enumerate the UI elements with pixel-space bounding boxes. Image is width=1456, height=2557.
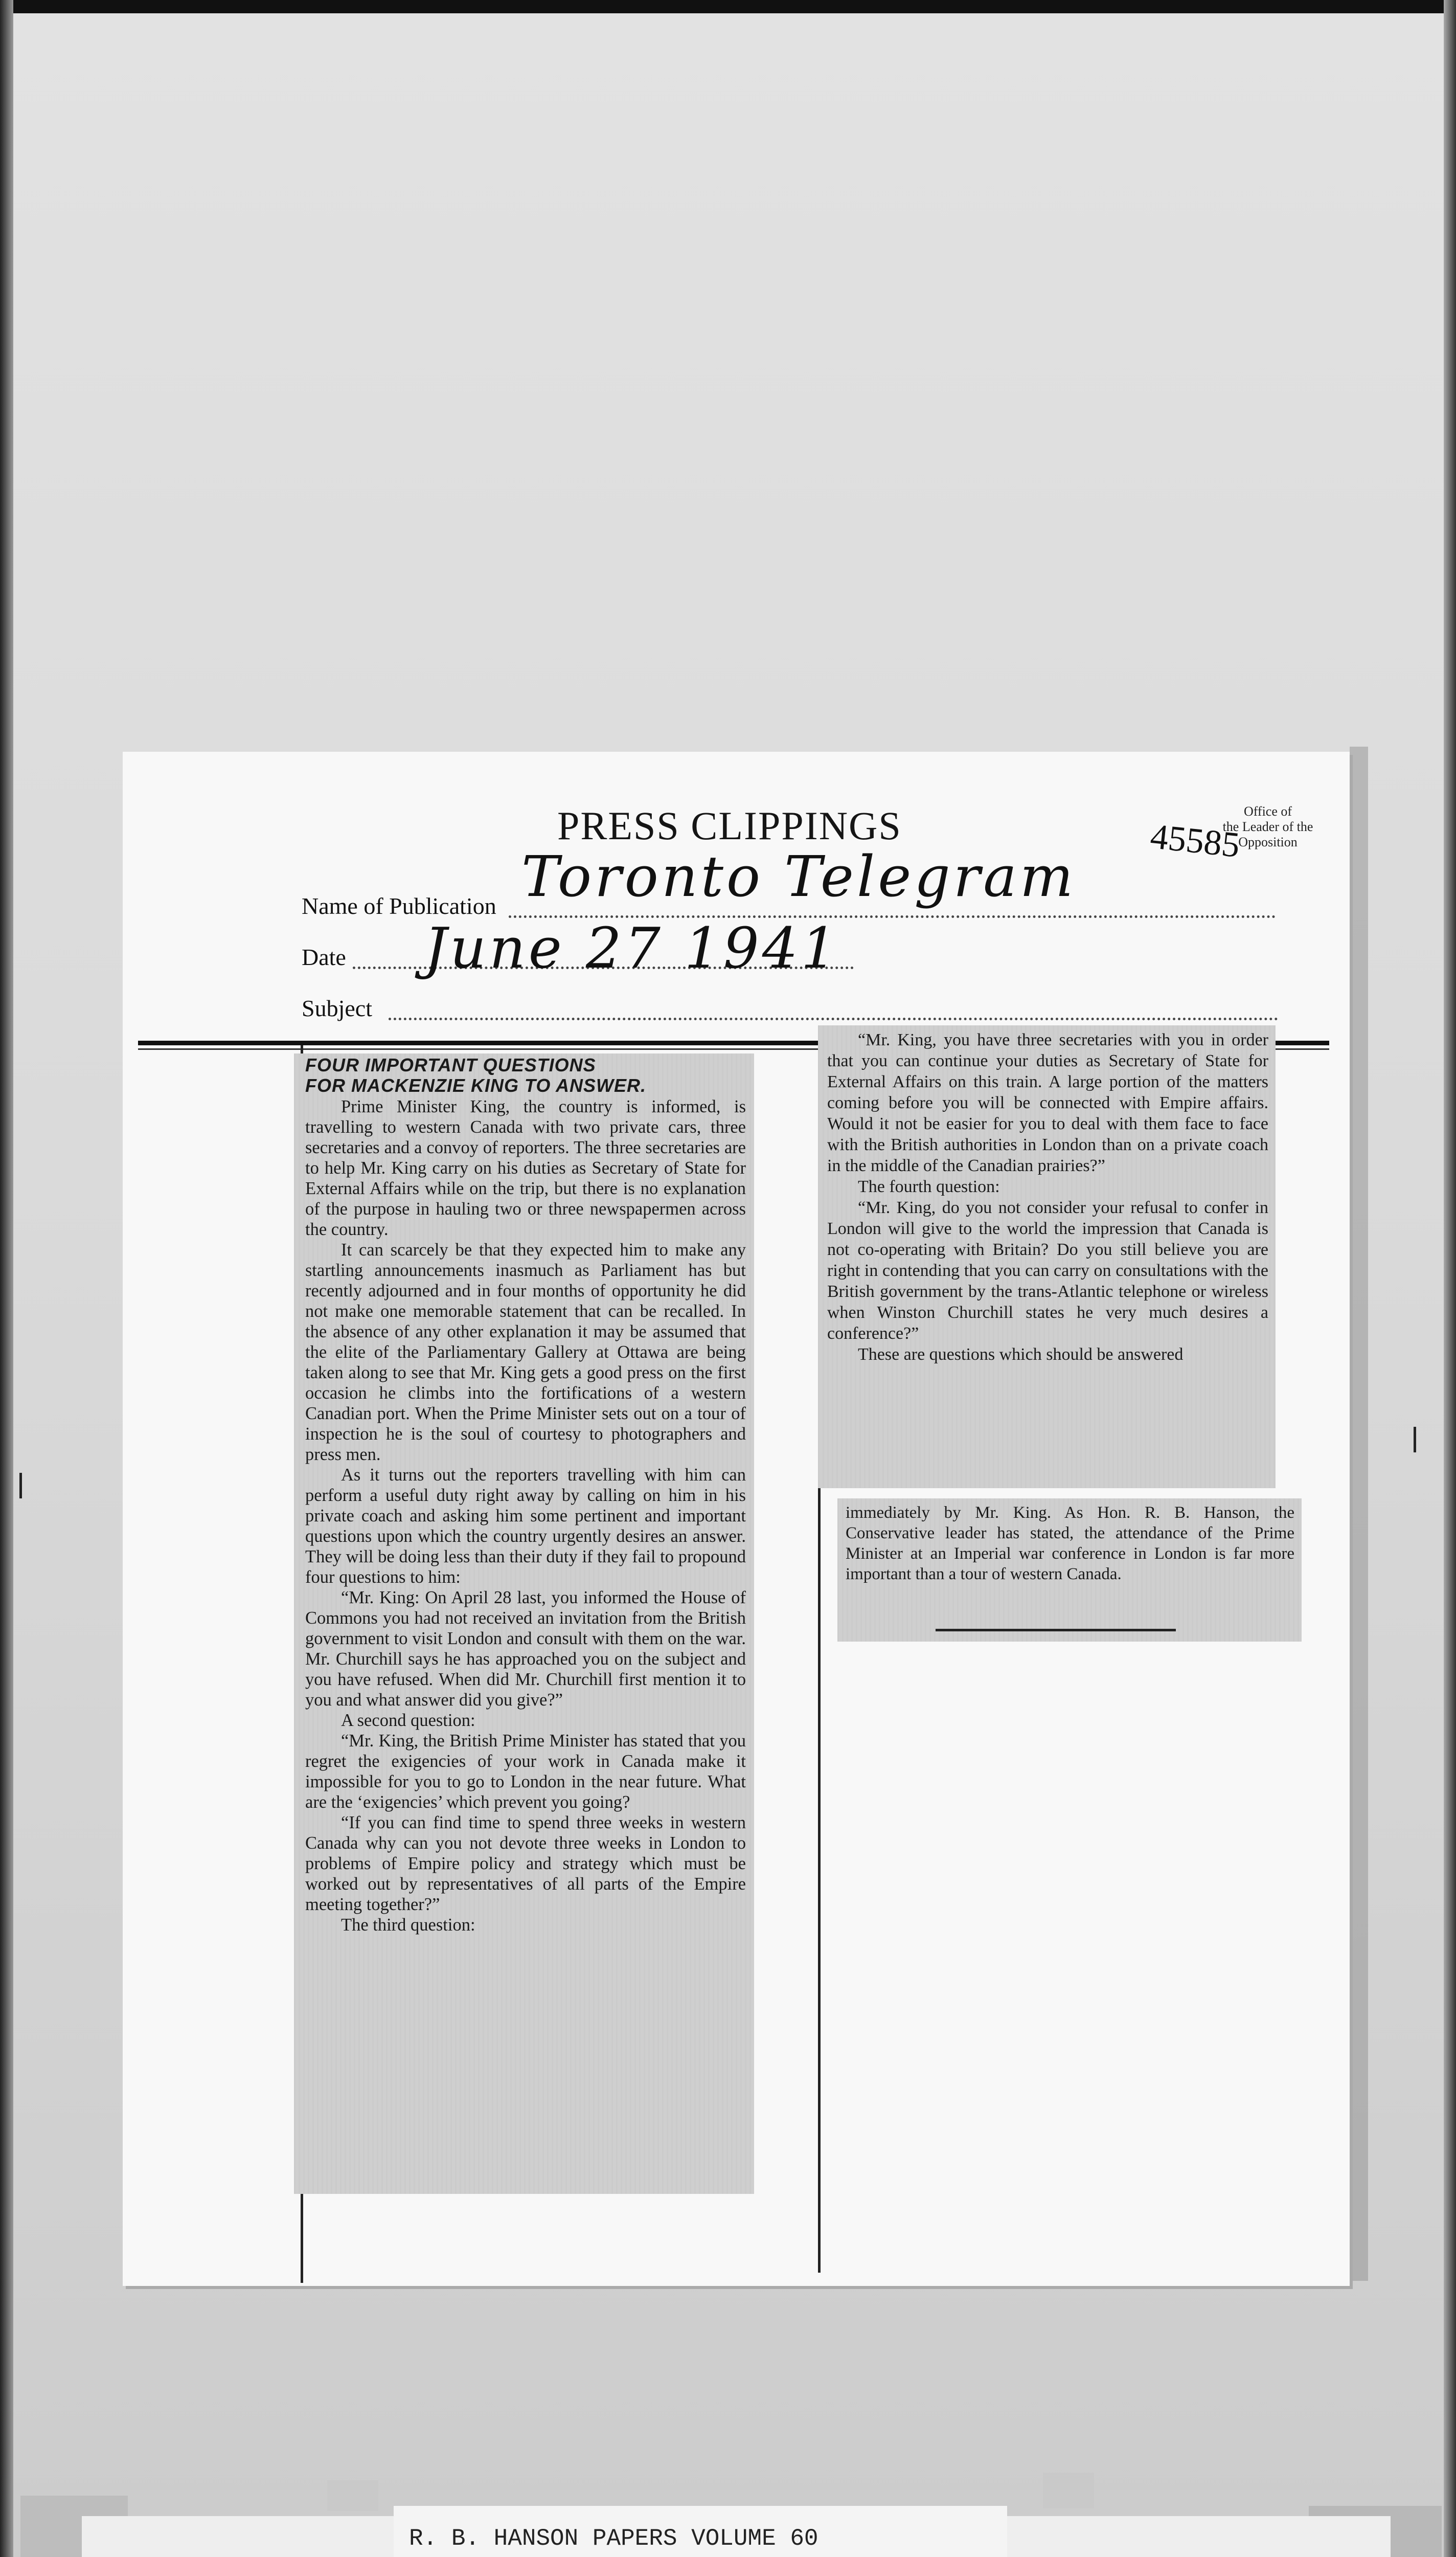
scan-tick-right: [1414, 1427, 1416, 1452]
subject-label: Subject: [302, 995, 372, 1021]
date-handwriting: June 27 1941: [424, 915, 840, 981]
clipping-paragraph: “Mr. King, the British Prime Minister has stated that you regret the exigencies of your work in Canada make it impossible for you to go to London in the near future. What are the ‘exigencies’ which prevent you going?: [305, 1731, 746, 1812]
scan-tick-left: [19, 1473, 22, 1498]
clipping-headline-line2: FOR MACKENZIE KING TO ANSWER.: [305, 1075, 646, 1096]
binder-clip: [327, 2480, 378, 2511]
clipping-paragraph: Prime Minister King, the country is informed, is travelling to western Canada with two private cars, three secretaries and a convoy of reporters. The three secretaries are to help Mr. King carry on his duties as Secretary of State for External Affairs while on the trip, but there is no explanation of the purpose in hauling two or three newspapermen across the country.: [305, 1097, 746, 1239]
clipping-paragraph: “If you can find time to spend three weeks in western Canada why can you not devote three weeks in London to problems of Empire policy and strategy which must be worked out by representatives of all parts of the Empire meeting together?”: [305, 1813, 746, 1914]
clipping-end-rule: [936, 1629, 1176, 1631]
scan-left-edge: [0, 0, 13, 2557]
office-label-line2: the Leader of the Opposition: [1222, 819, 1313, 849]
clipping-paragraph: As it turns out the reporters travelling with him can perform a useful duty right away by calling on him in his private coach and asking him some pertinent and important questions upon which the country urgently desires an answer. They will be doing less than their duty if they fail to propound four questions to him:: [305, 1465, 746, 1587]
form-title: PRESS CLIPPINGS: [557, 803, 902, 848]
clipping-headline-line1: FOUR IMPORTANT QUESTIONS: [305, 1055, 596, 1075]
stamp-number: 45585: [1148, 817, 1242, 865]
clipping-paragraph: These are questions which should be answered: [858, 1345, 1184, 1364]
binder-clip: [1043, 2473, 1094, 2508]
clipping-paragraph: It can scarcely be that they expected him to make any startling announcements inasmuch as Parliament has but recently adjourned and in four months of opportunity he did not make one memorable statement that can be recalled. In the absence of any other explanation it may be assumed that the elite of the Parliamentary Gallery at Ottawa are being taken along to see that Mr. King gets a good press on the first occasion he climbs into the fortifications of a western Canadian port. When the Prime Minister sets out on a tour of inspection he is the soul of courtesy to photographers and press men.: [305, 1240, 746, 1464]
publication-name-handwriting: Toronto Telegram: [521, 844, 1077, 909]
clipping-left-body: [305, 1096, 746, 1935]
newspaper-clipping-left: [294, 1053, 754, 2194]
newspaper-clipping-right-bottom: [837, 1498, 1302, 1642]
clipping-paragraph: The fourth question:: [858, 1177, 1000, 1196]
date-label: Date: [302, 944, 346, 970]
clipping-paragraph: “Mr. King: On April 28 last, you informed the House of Commons you had not received an invitation from the British government to visit London and consult with them on the war. Mr. Churchill says he has approached you on the subject and you have refused. When did Mr. Churchill first mention it to you and what answer did you give?”: [305, 1588, 746, 1710]
clipping-paragraph: “Mr. King, you have three secretaries with you in order that you can continue your duties as Secretary of State for External Affairs on this train. A large portion of the matters coming before you will be connected with Empire affairs. Would it not be easier for you to deal with them face to face with the British authorities in London than on a private coach in the middle of the Canadian prairies?”: [827, 1030, 1268, 1175]
form-shadow: [1350, 747, 1368, 2281]
office-label-line1: Office of: [1243, 804, 1292, 819]
scan-top-edge: [0, 0, 1456, 13]
scan-right-edge: [1444, 0, 1456, 2557]
clipping-right-bottom-body: [846, 1502, 1294, 1584]
subject-dots: [389, 1018, 1278, 1020]
clipping-paragraph: A second question:: [341, 1711, 475, 1730]
volume-label: R. B. HANSON PAPERS VOLUME 60: [394, 2506, 1007, 2557]
publication-name-label: Name of Publication: [302, 893, 496, 919]
clipping-paragraph: The third question:: [341, 1915, 475, 1935]
newspaper-clipping-right-top: [818, 1025, 1276, 1488]
clipping-paragraph: immediately by Mr. King. As Hon. R. B. Hanson, the Conservative leader has stated, the attendance of the Prime Minister at an Imperial war conference in London is far more important than a tour of western Canada.: [846, 1504, 1294, 1583]
clipping-right-top-body: [827, 1029, 1268, 1365]
clipping-paragraph: “Mr. King, do you not consider your refusal to confer in London will give to the world the impression that Canada is not co-operating with Britain? Do you still believe you are right in contending that you can carry on consultations with the British government by the trans-Atlantic telephone or wireless when Winston Churchill states he very much desires a conference?”: [827, 1198, 1268, 1343]
